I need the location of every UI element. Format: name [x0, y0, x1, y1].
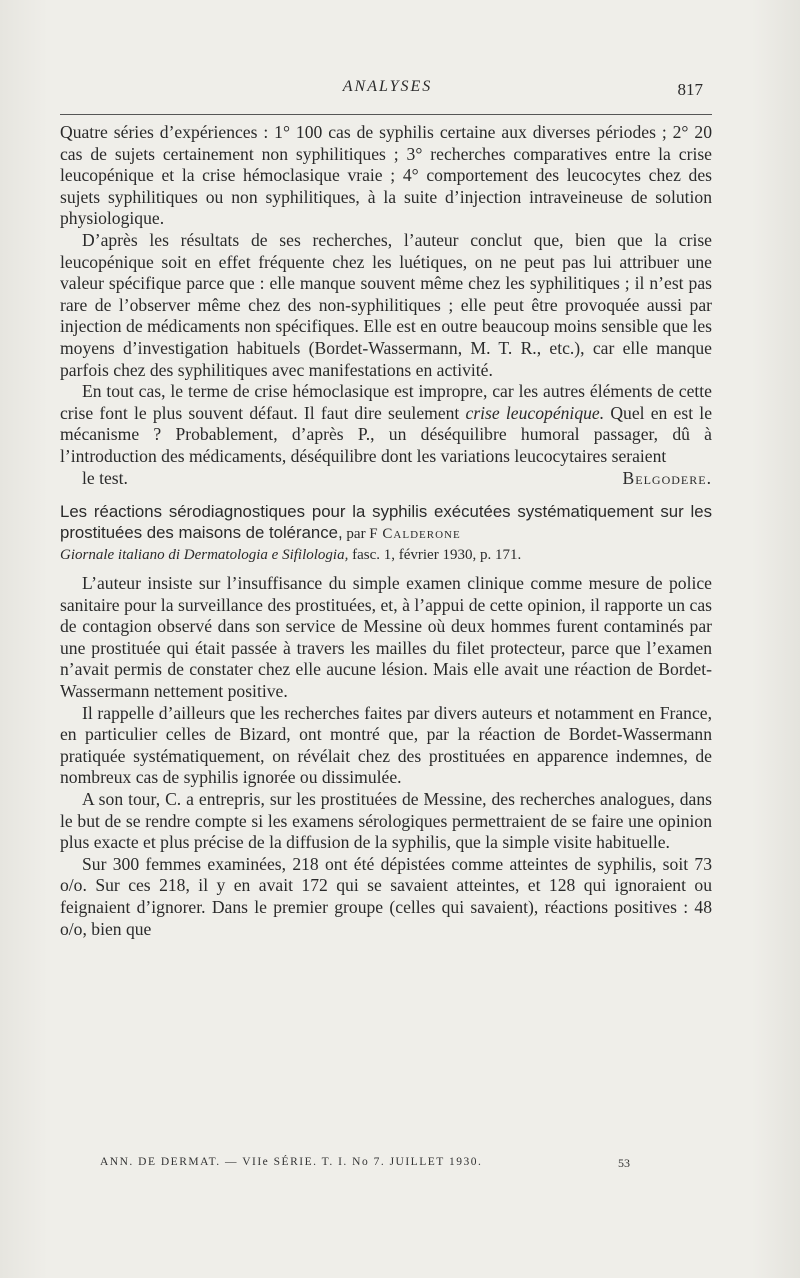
article-source: [60, 545, 712, 565]
paragraph: Il rappelle d’ailleurs que les recherches faites par divers auteurs et notamment en France, en particulier celles de Bizard, ont montré que, par la réaction de Bordet-Wassermann pratiquée systématiquement, on révélait chez des prostituées en apparence indemnes, de nombreux cas de syphilis ignorée ou dissimulée.: [60, 702, 712, 788]
paragraph: L’auteur insiste sur l’insuffisance du simple examen clinique comme mesure de police sanitaire pour la surveillance des prostituées, et, à l’appui de cette opinion, il rapporte un cas de contagion observé dans son service de Messine où deux hommes furent contaminés par une prostituée qui était passée à travers les mailles du filet protecteur, parce que l’examen n’avait permis de constater chez elle aucune lésion. Mais elle avait une réaction de Bordet-Wassermann nettement positive.: [60, 573, 712, 702]
paragraph: A son tour, C. a entrepris, sur les prostituées de Messine, des recherches analogues, dans le but de se rendre compte si les examens sérologiques permettraient de se faire une opinion plus exacte et plus précise de la diffusion de la syphilis, que la simple visite habituelle.: [60, 789, 712, 853]
article-title-block: [60, 501, 712, 565]
paragraph: Quatre séries d’expériences : 1° 100 cas de syphilis certaine aux diverses périodes ; 2° 20 cas de sujets certainement non syphilitiques ; 3° recherches comparatives entre la crise leucopénique et la crise hémoclasique vraie ; 4° comportement des leucocytes chez des sujets syphilitiques ou non syphilitiques, à la suite d’injection intraveineuse de solution physiologique.: [60, 122, 712, 229]
running-title: ANALYSES: [342, 78, 433, 95]
emphasis-text: crise leucopénique.: [465, 402, 605, 423]
text-span: le test.: [82, 467, 128, 488]
text-span: En tout cas, le terme de crise hémoclasique est impropre, car les autres éléments de cette crise font le plus souvent défaut. Il faut dire seulement: [60, 381, 712, 423]
article-author: Calderone: [377, 526, 461, 543]
paragraph: Sur 300 femmes examinées, 218 ont été dépistées comme atteintes de syphilis, soit 73 o/o. Sur ces 218, il y en avait 172 qui se savaient atteintes, et 128 qui ignoraient ou feignaient d’ignorer. Dans le premier groupe (celles qui savaient), réactions positives : 48 o/o, bien que: [60, 853, 712, 939]
signature-line: [60, 468, 712, 490]
header-rule: [60, 114, 712, 115]
journal-name: Giornale italiano di Dermatologia e Sifilologia,: [60, 547, 349, 564]
source-details: fasc. 1, février 1930, p. 171.: [348, 547, 522, 564]
sheet-number: 53: [618, 1156, 630, 1170]
article-title-text: Les réactions sérodiagnostiques pour la syphilis exécutées systématiquement sur les prostituées des maisons de tolérance,: [60, 502, 712, 543]
paragraph: D’après les résultats de ses recherches, l’auteur conclut que, bien que la crise leucopénique soit en effet fréquente chez les luétiques, on ne peut pas lui attribuer une valeur spécifique parce que : elle manque souvent même chez les syphilitiques ; il n’est pas rare de l’observer même chez des non-syphilitiques ; elle peut être provoquée aussi par injection de médicaments non spécifiques. Elle est en outre beaucoup moins sensible que les moyens d’investigation habituels (Bordet-Wassermann, M. T. R., etc.), car elle manque parfois chez des syphilitiques avec manifestations en activité.: [60, 229, 712, 380]
article-title: [60, 501, 712, 545]
page-number: 817: [677, 80, 703, 99]
running-header: [60, 78, 715, 108]
by-label: par F: [342, 526, 378, 543]
body-text: [60, 122, 712, 940]
author-signature: Belgodere.: [622, 467, 712, 488]
text-span: Quel en est le mécanisme ? Probablement, d’après P., un déséquilibre humoral passager, dû à l’introduction des médicaments, déséquilibre dont les variations leucocytaires seraient: [60, 402, 712, 466]
footer-line: ANN. DE DERMAT. — VIIe SÉRIE. T. I. No 7. JUILLET 1930.: [100, 1156, 483, 1168]
paragraph: [60, 381, 712, 467]
